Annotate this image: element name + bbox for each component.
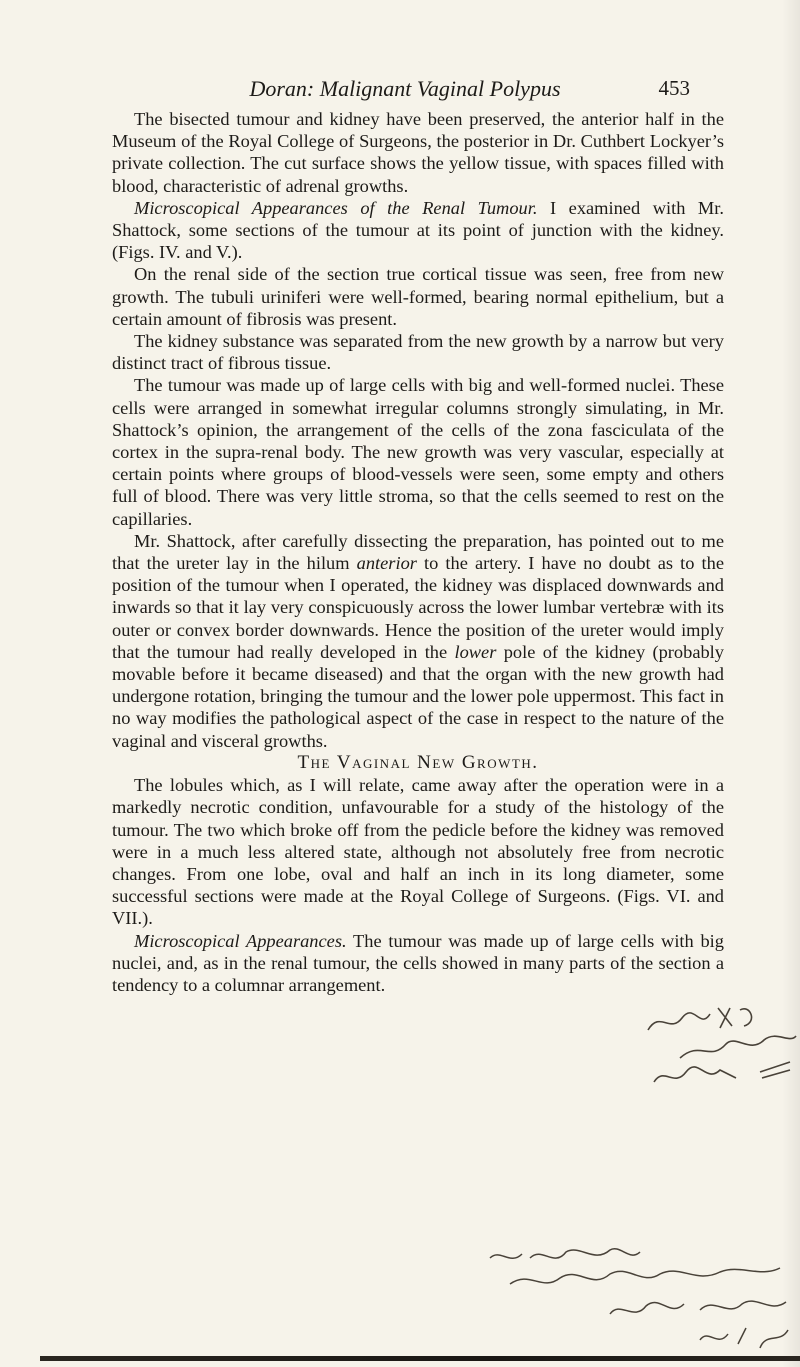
paragraph-6-a: Mr. Shattock, after carefully dissecting the preparation, has pointed out to me that the ureter lay in the hilum	[112, 530, 724, 574]
paragraph-5: The tumour was made up of large cells with big and well-formed nuclei. These cells were arranged in somewhat irregular columns strongly simulating, in Mr. Shattock’s opinion, the arrangement of the cells of the zona fasciculata of the cortex in the supra-renal body. The new growth was very vascular, especially at certain points where groups of blood-vessels were seen, some empty and others full of blood. There was very little stroma, so that the cells seemed to rest on the capillaries.	[112, 375, 724, 529]
paragraph-2-text: I examined with Mr. Shattock, some sections of the tumour at its point of junction with the kidney. (Figs. IV. and V.).	[112, 197, 724, 263]
running-head-title: Doran: Malignant Vaginal Polypus	[249, 76, 561, 101]
paragraph-2	[112, 197, 724, 264]
subheading-microscopical: Microscopical Appearances.	[134, 930, 347, 951]
handwritten-bottom-note	[470, 1244, 800, 1356]
paragraph-1: The bisected tumour and kidney have been preserved, the anterior half in the Museum of the Royal College of Surgeons, the posterior in Dr. Cuthbert Lockyer’s private collection. The cut surface shows the yellow tissue, with spaces filled with blood, characteristic of adrenal growths.	[112, 109, 724, 196]
subheading-renal-tumour: Microscopical Appearances of the Renal Tumour.	[134, 197, 538, 218]
paragraph-8-text: The tumour was made up of large cells with big nuclei, and, as in the renal tumour, the cells showed in many parts of the section a tendency to a columnar arrangement.	[112, 930, 724, 995]
paragraph-3: On the renal side of the section true cortical tissue was seen, free from new growth. The tubuli uriniferi were well-formed, bearing normal epithelium, but a certain amount of fibrosis was present.	[112, 264, 724, 329]
running-head	[120, 76, 690, 110]
page-number: 453	[658, 76, 690, 100]
handwritten-margin-note	[640, 1000, 800, 1092]
paragraph-6-italic-lower: lower	[454, 641, 497, 662]
paragraph-6-c: pole of the kidney (probably movable before it became diseased) and that the organ with the new growth had undergone rotation, bringing the tumour and the lower pole uppermost. This fact in no way modifies the pathological aspect of the case in respect to the nature of the vaginal and visceral growths.	[112, 641, 724, 751]
page-edge-shadow	[782, 0, 800, 1367]
bottom-dark-rule	[40, 1356, 800, 1361]
paragraph-6-italic-anterior: anterior	[356, 553, 417, 574]
paragraph-8	[112, 930, 724, 997]
body-text	[112, 108, 724, 996]
paragraph-6-b: to the artery. I have no doubt as to the position of the tumour when I operated, the kidney was displaced downwards and inwards so that it lay very conspicuously across the lower lumbar vertebræ with its outer or convex border downwards. Hence the position of the ureter would imply that the tumour had really developed in the	[112, 553, 724, 662]
paragraph-7: The lobules which, as I will relate, came away after the operation were in a markedly necrotic condition, unfavourable for a study of the histology of the tumour. The two which broke off from the pedicle before the kidney was removed were in a much less altered state, although not absolutely free from necrotic changes. From one lobe, oval and half an inch in its long diameter, some successful sections were made at the Royal College of Surgeons. (Figs. VI. and VII.).	[112, 775, 724, 929]
section-title: The Vaginal New Growth.	[297, 751, 539, 773]
paragraph-6	[112, 530, 724, 752]
paragraph-4: The kidney substance was separated from the new growth by a narrow but very distinct tract of fibrous tissue.	[112, 331, 724, 374]
